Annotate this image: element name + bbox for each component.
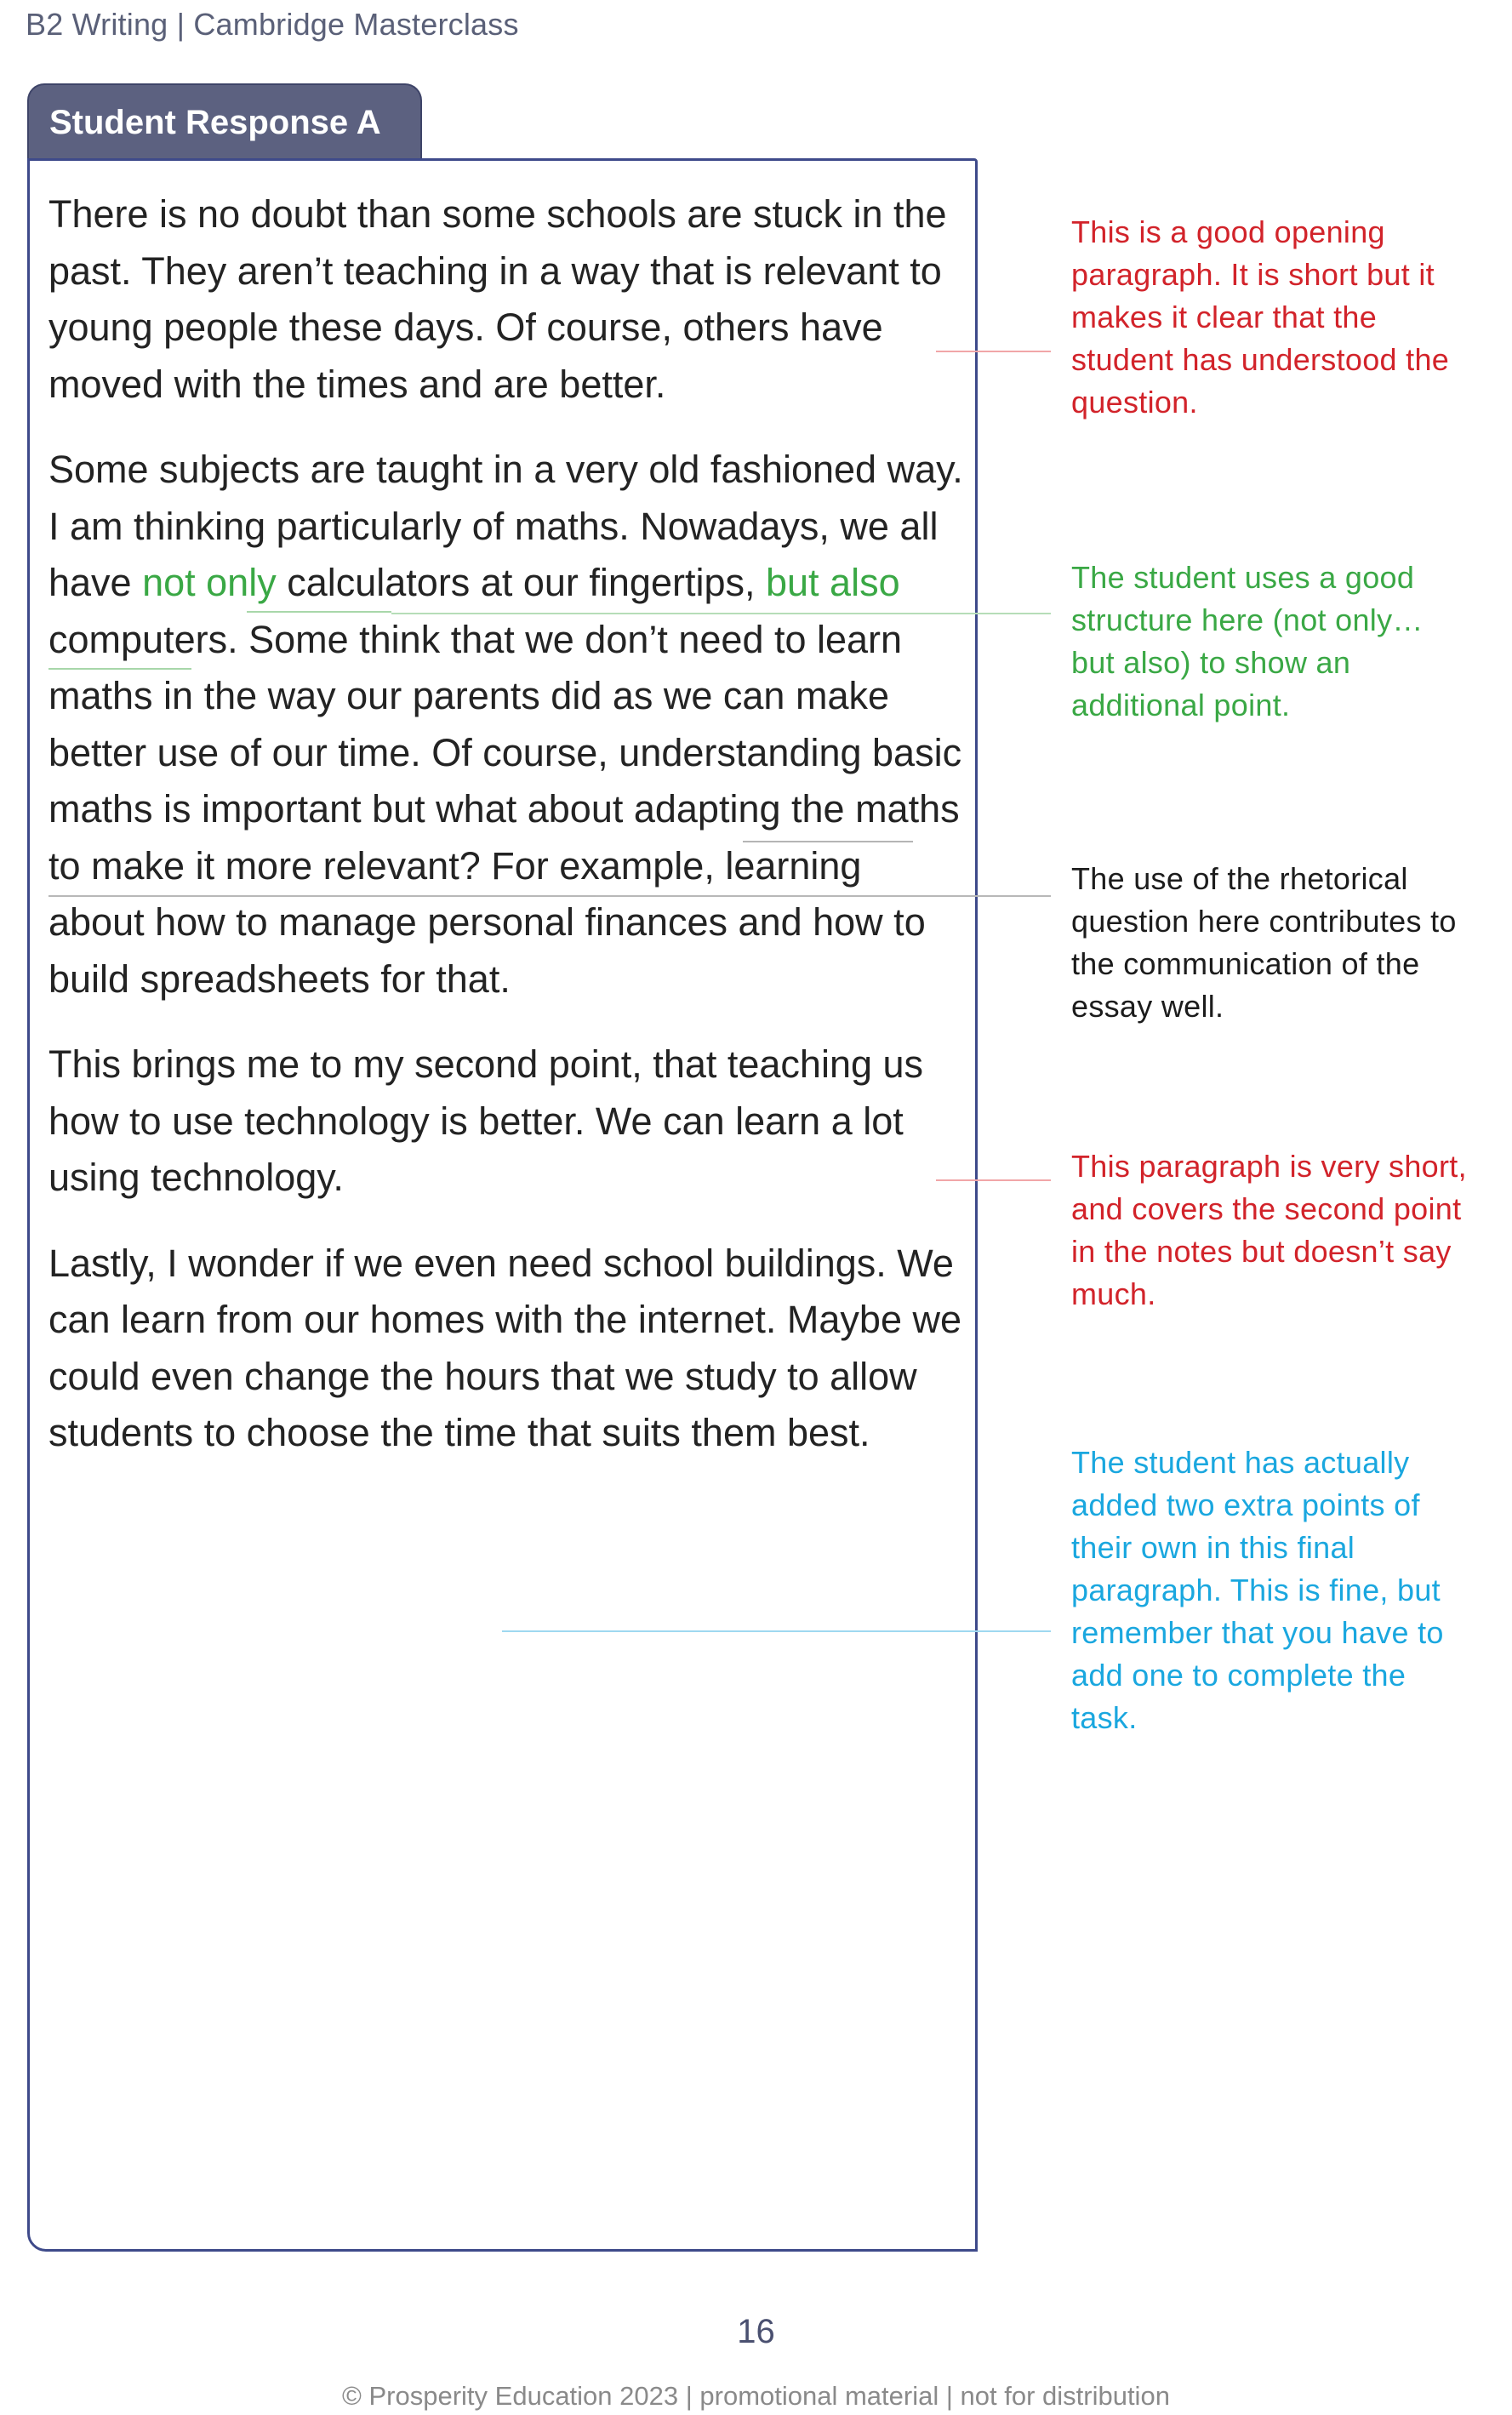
underline-but-also [48,668,191,670]
connector-short-paragraph [936,1179,1051,1181]
underline-but-what [743,841,913,842]
essay-paragraph-4: Lastly, I wonder if we even need school buildings. We can learn from our homes with the internet. Maybe we could even change the hours that we study to allow students to choose the time that suits them best. [48,1241,962,1454]
connector-structure [391,613,1051,614]
highlight-but-also: but also [766,561,900,604]
annotation-short-paragraph: This paragraph is very short, and covers the second point in the notes but doesn’t say much. [1071,1149,1467,1311]
copyright-footer: © Prosperity Education 2023 | promotional material | not for distribution [342,2381,1170,2411]
connector-extra-points [502,1630,1051,1632]
essay-paragraph-2-part-b: calculators at our fingertips, [276,561,766,604]
essay-paragraph-2-part-c: computers. Some think that we don’t need to learn maths in the way our parents did as we can make better use of our time. Of course, understanding basic maths is important but what about adapting the maths to make it more relevant? For example, learning about how to manage personal finances and how to build spreadsheets for that. [48,617,962,1001]
essay-paragraph-3: This brings me to my second point, that teaching us how to use technology is better. We can learn a lot using technology. [48,1042,924,1199]
annotation-rhetorical: The use of the rhetorical question here contributes to the communication of the essay well. [1071,861,1457,1024]
essay-paragraph-1: There is no doubt than some schools are stuck in the past. They aren’t teaching in a way that is relevant to young people these days. Of course, others have moved with the times and are better. [48,192,947,406]
annotation-structure: The student uses a good structure here (not only… but also) to show an additional point. [1071,560,1424,722]
annotation-extra-points: The student has actually added two extra points of their own in this final paragraph. This is fine, but remember that you have to add one to complete the task. [1071,1445,1444,1735]
connector-rhetorical [48,895,1051,897]
running-header: B2 Writing | Cambridge Masterclass [26,7,519,42]
student-essay [48,186,967,1491]
essay-paragraph-2-part-a: Some subjects are taught in a very old fashioned way. I am thinking particularly of maths. Nowadays, we all have [48,448,963,604]
annotation-opening: This is a good opening paragraph. It is short but it makes it clear that the student has understood the question. [1071,214,1450,420]
underline-not-only [247,611,391,613]
essay-paragraph-2 [48,442,967,1008]
connector-opening [936,351,1051,352]
highlight-not-only: not only [142,561,277,604]
response-tab: Student Response A [27,83,422,158]
page-number: 16 [737,2313,775,2350]
